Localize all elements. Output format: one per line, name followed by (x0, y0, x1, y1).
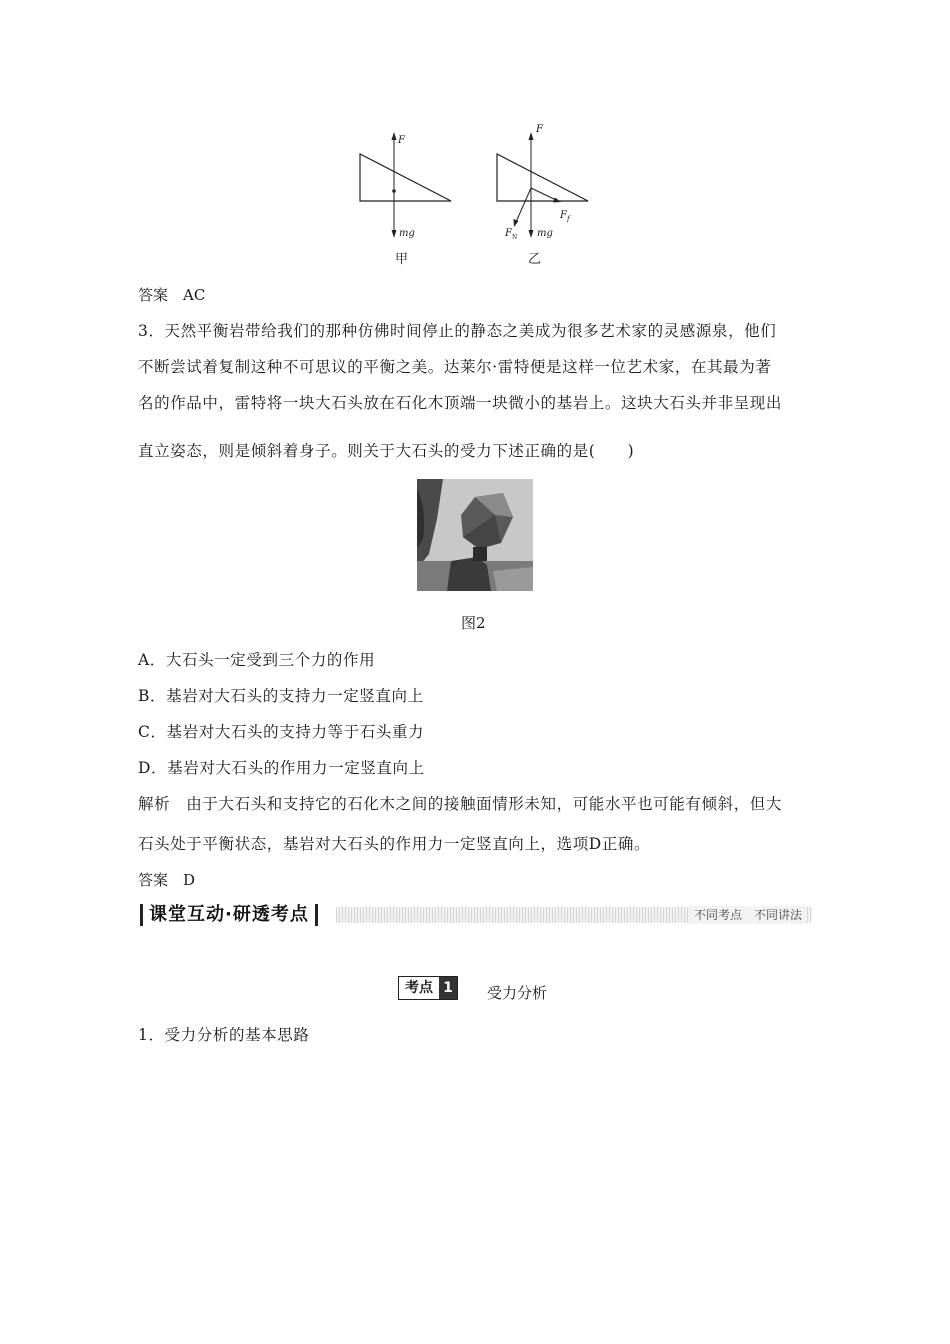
label-Ff-yi: $F_f$ (560, 210, 570, 223)
answer-1: 答案 AC (138, 286, 206, 304)
analysis-line-2: 石头处于平衡状态，基岩对大石头的作用力一定竖直向上，选项D正确。 (138, 835, 651, 853)
kaodian-number: 1 (439, 977, 457, 999)
balancing-rock-image (417, 479, 533, 591)
option-d: D．基岩对大石头的作用力一定竖直向上 (138, 759, 425, 777)
kaodian-badge (398, 976, 458, 1000)
figure-2-caption: 图2 (461, 614, 486, 632)
answer-3: 答案 D (138, 871, 196, 889)
section-banner (140, 904, 812, 926)
option-b: B．基岩对大石头的支持力一定竖直向上 (138, 687, 424, 705)
option-a: A．大石头一定受到三个力的作用 (138, 651, 376, 669)
question-3-line-4: 直立姿态，则是倾斜着身子。则关于大石头的受力下述正确的是( ) (138, 442, 635, 460)
kaodian-label: 考点 (399, 977, 439, 999)
banner-right-text: 不同考点 不同讲法 (690, 906, 806, 924)
kaodian-title: 受力分析 (487, 984, 548, 1002)
label-mg-yi: mg (537, 228, 553, 239)
balancing-rock-photo (417, 479, 533, 591)
force-diagram-yi (492, 124, 602, 267)
label-F-jia: F (398, 135, 405, 146)
question-3-line-2: 不断尝试着复制这种不可思议的平衡之美。达莱尔·雷特便是这样一位艺术家，在其最为著 (138, 358, 772, 376)
label-mg-jia: mg (399, 228, 415, 239)
question-3-line-3: 名的作品中，雷特将一块大石头放在石化木顶端一块微小的基岩上。这块大石头并非呈现出 (138, 394, 783, 412)
section-1-heading: 1．受力分析的基本思路 (138, 1026, 310, 1044)
banner-title: 课堂互动·研透考点 (140, 904, 318, 926)
option-c: C．基岩对大石头的支持力等于石头重力 (138, 723, 425, 741)
analysis-line-1: 解析 由于大石头和支持它的石化木之间的接触面情形未知，可能水平也可能有倾斜，但大 (138, 795, 783, 813)
caption-yi: 乙 (528, 252, 542, 267)
label-F-yi: F (536, 124, 543, 135)
caption-jia: 甲 (395, 252, 409, 267)
label-FN-yi: $F_N$ (505, 228, 518, 241)
question-3-line-1: 3．天然平衡岩带给我们的那种仿佛时间停止的静态之美成为很多艺术家的灵感源泉，他们 (138, 322, 777, 340)
force-diagram-jia (355, 124, 460, 267)
